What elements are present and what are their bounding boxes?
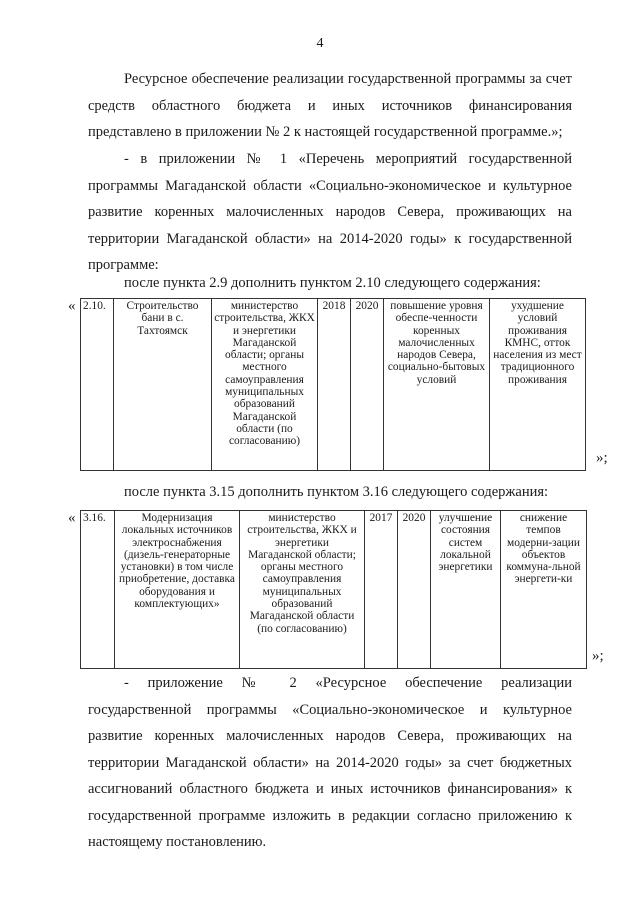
page-number: 4 xyxy=(316,36,324,51)
table1-open-quote: « xyxy=(68,298,76,314)
expected-result: повышение уровня обеспе-ченности коренных малочисленных народов Севера, социально-бытовых условий xyxy=(384,299,490,471)
item-number: 2.10. xyxy=(81,299,114,471)
paragraph-appendix-2-amendment xyxy=(88,670,572,856)
table1-close-quote: »; xyxy=(596,450,608,466)
paragraph-resource-provision xyxy=(88,66,572,146)
table-row xyxy=(81,299,586,471)
instruction-after-2-9: после пункта 2.9 дополнить пунктом 2.10 следующего содержания: xyxy=(124,275,541,291)
paragraph-text: Ресурсное обеспечение реализации государственной программы за счет средств областного бюджета и иных источников финансирования представлено в приложении № 2 к настоящей государственной программе.»; xyxy=(88,71,572,140)
expected-result: улучшение состояния систем локальной энергетики xyxy=(431,511,501,669)
consequences: снижение темпов модерни-зации объектов коммуна-льной энергети-ки xyxy=(501,511,587,669)
consequences: ухудшение условий проживания КМНС, отток населения из мест традиционного проживания xyxy=(490,299,586,471)
table-row xyxy=(81,511,587,669)
table2-close-quote: »; xyxy=(592,648,604,664)
end-year: 2020 xyxy=(398,511,431,669)
table2-open-quote: « xyxy=(68,510,76,526)
paragraph-appendix-1-amendment xyxy=(88,146,572,279)
responsible-executor: министерство строительства, ЖКХ и энергетики Магаданской области; органы местного самоуправления муниципальных образований Магаданской области (по согласованию) xyxy=(240,511,365,669)
activity-name: Модернизация локальных источников электроснабжения (дизель-генераторные установки) в том числе приобретение, доставка оборудования и комплектующих» xyxy=(115,511,240,669)
responsible-executor: министерство строительства, ЖКХ и энергетики Магаданской области; органы местного самоуправления муниципальных образований Магаданской области (по согласованию) xyxy=(212,299,318,471)
paragraph-text: - приложение № 2 «Ресурсное обеспечение реализации государственной программы «Социально-экономическое и культурное развитие коренных малочисленных народов Севера, проживающих на территории Магаданской области» на 2014-2020 годы» за счет бюджетных ассигнований областного бюджета и иных источников финансирования» к государственной программе изложить в редакции согласно приложению к настоящему постановлению. xyxy=(88,675,572,850)
item-number: 3.16. xyxy=(81,511,115,669)
table-item-3-16 xyxy=(80,510,587,669)
start-year: 2018 xyxy=(318,299,351,471)
end-year: 2020 xyxy=(351,299,384,471)
activity-name: Строительство бани в с. Тахтоямск xyxy=(114,299,212,471)
start-year: 2017 xyxy=(365,511,398,669)
paragraph-text: - в приложении № 1 «Перечень мероприятий государственной программы Магаданской области «Социально-экономическое и культурное развитие коренных малочисленных народов Севера, проживающих на территории Магаданской области» на 2014-2020 годы» к государственной программе: xyxy=(88,151,572,273)
table-item-2-10 xyxy=(80,298,586,471)
instruction-after-3-15: после пункта 3.15 дополнить пунктом 3.16 следующего содержания: xyxy=(124,484,549,500)
